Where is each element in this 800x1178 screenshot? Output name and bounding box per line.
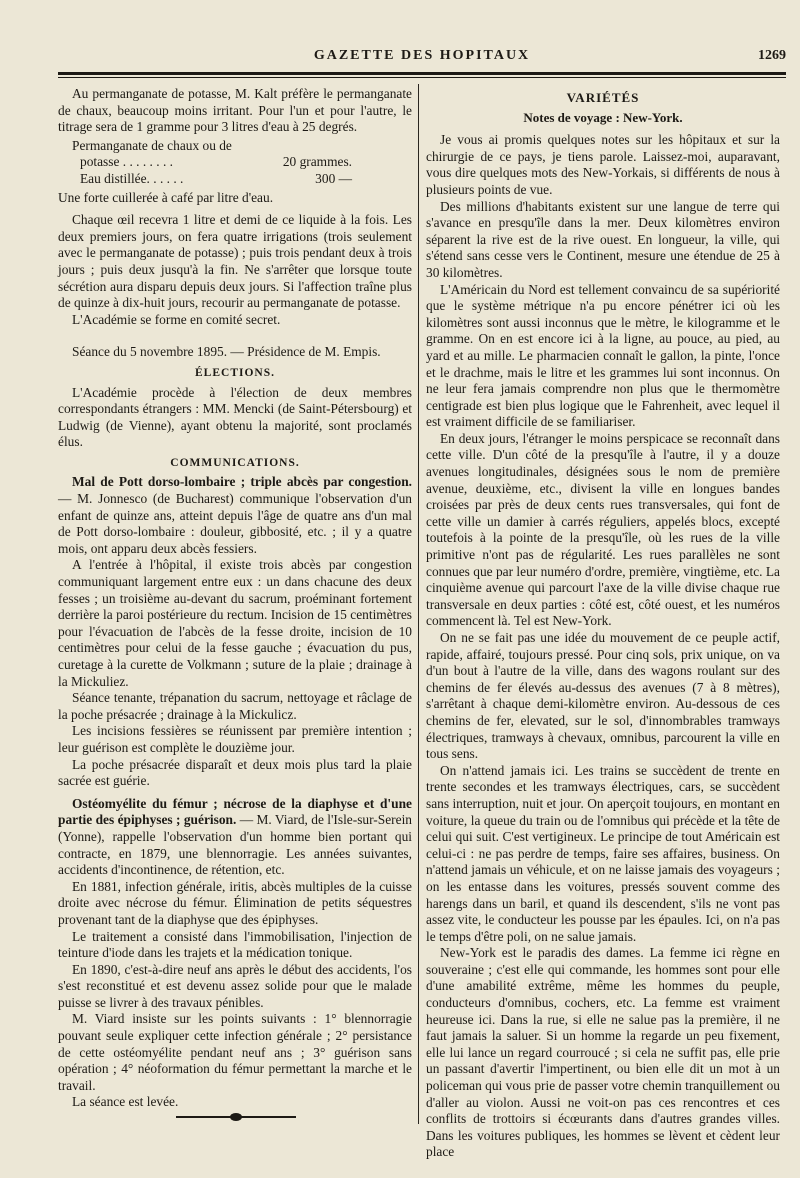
paragraph: Le traitement a consisté dans l'immobilisation, l'injection de teinture d'iode dans les trajets et la médication tonique. xyxy=(58,928,412,961)
paragraph: L'Américain du Nord est tellement convaincu de sa supériorité que le système métrique n'a pu encore pénétrer ici où les kilomètres sont aussi inconnus que le mètre, le kilogramme et le gramme. On en est encore ici à la ligne, au pouce, au pied, au yard et au mille. Le pharmacien connaît le gallon, la pinte, l'once et le drachme, mais le litre et les grammes lui sont inconnus. On ne leur fera jamais comprendre non plus que le thermomètre centigrade est bien plus logique que le Fahrenheit, avec lequel il est vraiment difficile de se familiariser. xyxy=(426,281,780,430)
page-header xyxy=(58,46,786,68)
paragraph: Séance tenante, trépanation du sacrum, nettoyage et râclage de la poche présacrée ; drainage à la Mickulicz. xyxy=(58,690,412,722)
paragraph: Au permanganate de potasse, M. Kalt préfère le permanganate de chaux, beaucoup moins irritant. Pour l'un et pour l'autre, le titrage sera de 1 gramme pour 3 litres d'eau à 25 degrés. xyxy=(58,86,412,135)
paragraph: A l'entrée à l'hôpital, il existe trois abcès par congestion communiquant largement entre eux : un dans chacune des deux fesses ; un troisième au-devant du sacrum, proéminant fortement derrière la paroi postérieure du rectum. Incision de 15 centimètres pour l'évacuation de l'abcès de la fesse droite, incision de 10 centimètres pour celui de la fesse gauche ; évacuation du pus, curetage à la curette de Volkmann ; suture de la plaie ; drainage à la Mickuliez. xyxy=(58,557,412,689)
paragraph xyxy=(58,474,412,557)
paragraph-body: — M. Viard, de l'Isle-sur-Serein (Yonne), rappelle l'observation d'un homme bien portant qui contracte, en 1879, une blennorragie. Les années suivantes, accidents d'incontinence, de rétention, etc. xyxy=(58,812,412,878)
header-rule-thick xyxy=(58,72,786,75)
paragraph: On n'attend jamais ici. Les trains se succèdent de trente en trente secondes et les tramways électriques, cars, se succèdent sans interruption, nuit et jour. On aperçoit toujours, en montant en voiture, la queue du train ou de l'omnibus qui précède et la tête de celui qui suit. C'est vertigineux. Le principe de tout Américain est celui-ci : ne pas perdre de temps, faire ses affaires, business. On n'attend jamais un véhicule, et on ne laisse jamais des voyageurs ; on les entasse dans les voitures, pressés souvent comme des harengs dans un baril, et quand ils descendent, s'ils ne vont pas assez vite, le conducteur les pousse par les épaules. Ici, on n'a pas le temps d'être poli, on ne salue jamais. xyxy=(426,762,780,944)
paragraph: En deux jours, l'étranger le moins perspicace se reconnaît dans cette ville. D'un côté de la presqu'île à l'autre, il y a douze avenues longitudinales, désignées sous le nom de première avenue, deuxième, etc., divisent la ville en longues bandes croisées par près de deux cents rues transversales, qui font de cette ville un damier à carrés réguliers, appelés blocs, excepté toutefois à la pointe de la presqu'île, où les rues de la ville primitive n'ont pas de régularité. Les rues parallèles ne sont connues que par leur numéro d'ordre, première, vingtième, etc. La cinquième avenue qui parcourt l'axe de la ville divise chaque rue transversale en deux parties : côté est, côté ouest, et les numéros commencent là. Tel est New-York. xyxy=(426,430,780,629)
paragraph: Les incisions fessières se réunissent par première intention ; leur guérison est complète le douzième jour. xyxy=(58,723,412,755)
recipe-quantity: 20 grammes. xyxy=(282,154,352,170)
paragraph: L'Académie procède à l'élection de deux membres correspondants étrangers : MM. Mencki (de Saint-Pétersbourg) et Ludwig (de Vienne), ayant obtenu la majorité, sont proclamés élus. xyxy=(58,384,412,450)
left-column xyxy=(58,86,412,1111)
recipe-line xyxy=(58,171,412,188)
paragraph: On ne se fait pas une idée du mouvement de ce peuple actif, rapide, affairé, toujours pressé. Pour cinq sols, prix unique, on va d'un bout à l'autre de la ville, dans des wagons roulant sur des chemins de fer élevés au-dessus des avenues (7 à 8 mètres), s'arrêtant à chaque demi-kilomètre environ. Au-dessous de ces chemins de fer, elevated, sur le sol, d'innombrables tramways électriques, tramways à chevaux, omnibus, parcourent la ville en tous sens. xyxy=(426,630,780,762)
paragraph: Des millions d'habitants existent sur une langue de terre qui s'avance en presqu'île dans la mer. Deux kilomètres environ séparent la rive est de la rive ouest. En longueur, la ville, qui s'étend sans cesse vers le Continent, mesure une étendue de 25 à 30 kilomètres. xyxy=(426,198,780,280)
recipe-quantity: 300 — xyxy=(315,170,352,186)
paragraph-body: — M. Jonnesco (de Bucharest) communique l'observation d'un enfant de quinze ans, atteint depuis l'âge de quatre ans d'un mal de Pott dorso-lombaire : douleur, gibbosité, etc. ; il y a quatre mois, ont apparu deux abcès fessiers. xyxy=(58,491,412,556)
recipe-ingredient: potasse . . . . . . . . xyxy=(80,154,173,170)
paragraph-lead: Mal de Pott dorso-lombaire ; triple abcès par congestion. xyxy=(72,474,412,490)
recipe-line xyxy=(58,154,412,171)
paragraph: Je vous ai promis quelques notes sur les hôpitaux et sur la chirurgie de ce pays, je tiens parole. Laissez-moi, auparavant, vous dire quelques mots des New-Yorkais, si différents de nous à plusieurs points de vue. xyxy=(426,132,780,197)
seance-heading: Séance du 5 novembre 1895. — Présidence de M. Empis. xyxy=(72,344,381,360)
header-rule-thin xyxy=(58,77,786,78)
paragraph xyxy=(58,796,412,879)
right-column xyxy=(426,86,780,1161)
paragraph: L'Académie se forme en comité secret. xyxy=(72,311,281,327)
section-heading-varietes: VARIÉTÉS xyxy=(566,90,640,105)
paragraph: Chaque œil recevra 1 litre et demi de ce liquide à la fois. Les deux premiers jours, on fera quatre irrigations (trois seulement avec le permanganate de potasse) ; puis trois pendant deux à trois jours ; puis deux jusqu'à la fin. Ne s'arrêter que lorsque toute sécrétion aura disparu depuis deux jours. Si l'affection traîne plus de quinze à dix-huit jours, recourir au permanganate de potasse. xyxy=(58,212,412,311)
recipe-ingredient: Eau distillée. . . . . . xyxy=(80,170,184,186)
paragraph: La poche présacrée disparaît et deux mois plus tard la plaie sacrée est guérie. xyxy=(58,756,412,789)
paragraph-lead: Ostéomyélite du fémur ; nécrose de la diaphyse et d'une partie des épiphyses ; guérison. xyxy=(58,795,412,828)
paragraph: M. Viard insiste sur les points suivants : 1° blennorragie pouvant seule expliquer cette infection générale ; 2° persistance de cette ostéomyélite pendant neuf ans ; 3° guérison sans opération ; 4° néoformation du fémur permettant la marche et le travail. xyxy=(58,1011,412,1093)
recipe-title: Permanganate de chaux ou de xyxy=(72,137,232,153)
page-title: GAZETTE DES HOPITAUX xyxy=(313,48,531,63)
paragraph: En 1890, c'est-à-dire neuf ans après le début des accidents, l'os s'est reconstitué et est devenu assez solide pour que le malade puisse se livrer à des travaux pénibles. xyxy=(58,961,412,1010)
paragraph: En 1881, infection générale, iritis, abcès multiples de la cuisse droite avec nécrose du fémur. Élimination de petits séquestres provenant tant de la diaphyse que des épiphyses. xyxy=(58,878,412,927)
paragraph: New-York est le paradis des dames. La femme ici règne en souveraine ; c'est elle qui commande, les hommes sont pour elle d'une amabilité extrême, même les hommes du peuple, conducteurs d'omnibus, cochers, etc. La femme est vraiment heureuse ici. Dans la rue, si elle ne salue pas la première, il ne faut jamais la saluer. Si un homme la regarde un peu fixement, elle lui lance un regard courroucé ; si cela ne suffit pas, elle prie un passant d'avertir l'impertinent, ou bien elle dit un mot à un policeman qui vous prie de passer votre chemin tranquillement ou d'aller au violon. Aussi ne voit-on pas ces rencontres et ces conflits de trottoirs si écœurants dans d'autres grandes villes. Dans les voitures publiques, les hommes se lèvent et cèdent leur place xyxy=(426,945,780,1160)
paragraph: Une forte cuillerée à café par litre d'eau. xyxy=(58,189,274,205)
recipe-block xyxy=(58,138,412,188)
end-ornament xyxy=(176,1112,296,1122)
page-number: 1269 xyxy=(758,48,786,63)
column-divider xyxy=(418,84,419,1124)
section-heading-elections: ÉLECTIONS. xyxy=(195,366,275,379)
paragraph: La séance est levée. xyxy=(72,1094,179,1110)
article-title: Notes de voyage : New-York. xyxy=(523,109,683,125)
section-heading-communications: COMMUNICATIONS. xyxy=(170,456,300,469)
